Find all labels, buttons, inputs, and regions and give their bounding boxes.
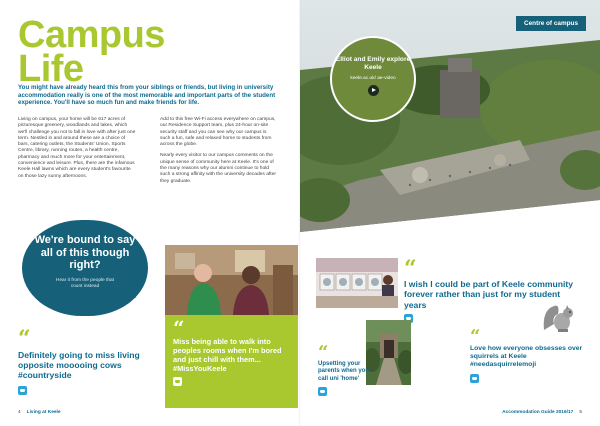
footer-right xyxy=(502,410,582,415)
quote-icon: “ xyxy=(18,326,31,352)
page-number-right: 5 xyxy=(579,410,582,415)
tweet-text: Definitely going to miss living opposite mooooing cows #countryside xyxy=(18,350,140,381)
tweet-text: Miss being able to walk into peoples rooms when I'm bored and just chill with them... #MissYouKeele xyxy=(173,337,282,373)
footer-section-label: Living at Keele xyxy=(26,410,61,415)
students-photo xyxy=(165,245,298,315)
footer-guide-label: Accommodation Guide 2016/17 xyxy=(502,410,574,415)
page-number-left: 4 xyxy=(18,410,21,415)
footer-left xyxy=(18,410,61,415)
quote-icon: “ xyxy=(318,342,329,363)
bubble-heading: We're bound to say all of this though right? xyxy=(34,234,136,271)
title-line-2: Life xyxy=(18,48,84,90)
tweet-text: Upsetting your parents when you call uni 'home' xyxy=(318,361,370,382)
twitter-icon[interactable] xyxy=(18,386,27,395)
quote-icon: “ xyxy=(470,326,481,347)
tweet-cows xyxy=(18,326,158,400)
body-paragraph: Add to this free Wi-Fi access everywhere on campus, our Residence Support team, plus 24-hour on-site security staff and you can see why our campus is such a fun, safe and relaxed home to students from across the globe. xyxy=(160,117,276,148)
quote-icon: “ xyxy=(404,256,417,282)
campus-photo xyxy=(300,0,600,232)
intro-paragraph: You might have already heard this from your siblings or friends, but living in university accommodation really is one of the most memorable and important parts of the student experience. You'll have so much fun and make friends for life. xyxy=(18,84,276,107)
video-link[interactable]: keele.ac.uk/ ae-video xyxy=(350,75,396,81)
bubble-subtext: Hear it from the people that count instead xyxy=(55,277,115,289)
tweet-rooms xyxy=(165,315,298,408)
centre-of-campus-badge: Centre of campus xyxy=(516,16,586,31)
body-column-2 xyxy=(160,117,278,190)
body-paragraph: Nearly every visitor to our campus comments on the unique sense of community here at Keele. It's one of the many reasons why our alumni continue to hold such a strong affinity with the university decades after they graduate. xyxy=(160,153,276,184)
tweet-text: I wish I could be part of Keele community forever rather than just for my student years xyxy=(404,279,574,310)
page-title xyxy=(18,14,165,90)
video-promo[interactable] xyxy=(330,36,416,122)
tweet-squirrels xyxy=(470,326,590,388)
title-line-1: Campus xyxy=(18,14,165,56)
squirrel-icon xyxy=(540,300,576,334)
twitter-icon[interactable] xyxy=(173,377,182,386)
twitter-icon[interactable] xyxy=(470,374,479,383)
tweet-text: Love how everyone obsesses over squirrels at Keele #needasquirrelemoji xyxy=(470,345,583,369)
video-title: Elliot and Emily explore Keele xyxy=(335,56,411,71)
body-column-1: Living on campus, your home will be 617 acres of picturesque greenery, woodlands and lakes, which we'll challenge you not to fall in love with after just one term. Nestled in and around these are a choice of bars, catering outlets, the Students' Union, Sports Centre, library, running routes, a health centre, pharmacy and much more for your entertainment, convenience and leisure. Plus, there are the infamous Keele Hall lawns which are every student's favourite on those lazy sunny afternoons. xyxy=(18,117,136,179)
tweet-upsetting xyxy=(318,342,380,401)
page-gutter xyxy=(299,0,301,426)
twitter-icon[interactable] xyxy=(318,387,327,396)
quote-icon: “ xyxy=(173,316,185,340)
play-icon[interactable] xyxy=(368,85,379,96)
laundry-photo xyxy=(316,258,398,308)
